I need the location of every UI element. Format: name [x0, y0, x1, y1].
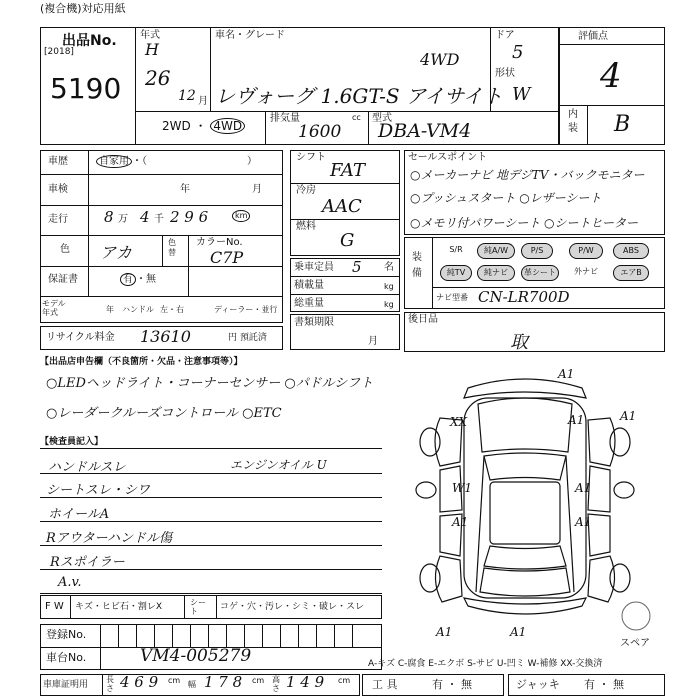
spare-label: スペア [620, 638, 650, 649]
car-body-outline [464, 398, 586, 598]
length-value: 4 6 9 [120, 673, 159, 691]
defect-seat-items: コゲ・穴・汚レ・シミ・破レ・スレ [220, 602, 365, 612]
rear-item-label: 後日品 [408, 314, 438, 325]
ac-label: 冷房 [296, 185, 316, 196]
equipment-item: S/R [449, 245, 463, 254]
interior-score: B [614, 112, 631, 137]
inspector-line: ホイールA [48, 507, 110, 522]
equipment-item: 純ナビ [477, 265, 515, 281]
color-code-value: C7P [210, 248, 244, 267]
sales-point-line: ○メモリ付パワーシート ○シートヒーター [410, 216, 639, 230]
drive-note: 4WD [420, 50, 460, 69]
rear-item-box [404, 312, 665, 352]
ac-value: AAC [322, 196, 362, 217]
car-wheel [610, 428, 630, 456]
inspector-line: シートスレ・シワ [46, 483, 150, 498]
color-change-label: 色替 [168, 238, 176, 257]
car-roof [490, 482, 560, 544]
inspector-line: A.v. [58, 575, 82, 590]
defect-seat-label: シート [190, 598, 206, 616]
weight-label: 総重量 [294, 298, 324, 309]
year-label: 年式 [140, 30, 160, 41]
inspector-line: ハンドルスレ [48, 460, 126, 475]
damage-mark: A1 [452, 515, 469, 529]
diagram-legend: A-キズ C-腐食 E-エクボ S-サビ U-凹ミ W-補修 XX-交換済 [368, 659, 603, 669]
height-value: 1 4 9 [286, 673, 325, 691]
mileage-label: 走行 [48, 214, 68, 225]
exhibit-number: 5190 [50, 72, 122, 105]
length-unit: cm [168, 676, 181, 685]
width-label: 幅 [188, 680, 196, 689]
recycle-amount: 13610 [140, 327, 191, 346]
color-label: 色 [60, 244, 70, 255]
inspector-line: Rアウターハンドル傷 [46, 531, 173, 546]
registration-month: 月 [368, 336, 378, 347]
exhibit-label: 出品No. [62, 33, 117, 49]
grade-score: 4 [600, 56, 622, 96]
shape-label: 形状 [495, 68, 515, 79]
shape-value: W [512, 84, 531, 105]
mileage-km: km [232, 210, 250, 222]
history-value: 自家用 ・（ ） [96, 156, 257, 168]
warranty-label: 保証書 [48, 274, 78, 285]
model-value: DBA-VM4 [378, 120, 472, 142]
tools-options: 有 ・ 無 [432, 678, 472, 691]
interior-label: 内装 [568, 109, 578, 134]
door-label: ドア [495, 30, 515, 41]
height-label: 高さ [272, 675, 280, 693]
chassis-label: 車台No. [46, 651, 87, 664]
car-trunk [480, 568, 570, 596]
car-wheel [610, 564, 630, 592]
capacity-value: 5 [352, 258, 362, 276]
displacement-label: 排気量 [270, 113, 300, 124]
height-unit: cm [338, 676, 351, 685]
defect-fw: F W [45, 601, 64, 612]
navi-model-value: CN-LR700D [478, 288, 570, 306]
model-label: 型式 [372, 113, 392, 124]
mileage-unit-sen: 千 [154, 214, 164, 225]
damage-mark: A1 [575, 515, 592, 529]
equipment-item: 純A/W [477, 243, 515, 259]
warranty-options: 有 ・無 [120, 274, 156, 286]
capacity-unit: 名 [384, 262, 394, 273]
month-unit: 月 [198, 96, 208, 107]
damage-mark: A1 [558, 367, 575, 381]
width-value: 1 7 8 [204, 673, 243, 691]
notes-label: 【出品店申告欄（不良箇所・欠品・注意事項等）】 [40, 357, 243, 367]
mileage-value-3: 2 9 6 [170, 208, 209, 226]
equipment-item: P/S [521, 243, 553, 259]
car-front-bumper [464, 379, 586, 398]
year-stamp: [2018] [44, 47, 74, 57]
sales-point-line: ○プッシュスタート ○レザーシート [410, 191, 602, 205]
inspection-year-unit: 年 [180, 184, 190, 195]
damage-mark: A1 [620, 409, 637, 423]
car-diagram [400, 360, 650, 640]
dealer-label: ディーラー・並行 [214, 305, 278, 314]
fuel-label: 燃料 [296, 221, 316, 232]
damage-mark: A1 [575, 481, 592, 495]
car-right-front-fender [588, 418, 615, 466]
model-year-unit: 年 [106, 305, 114, 314]
inspector-side-note: エンジンオイル U [230, 458, 327, 472]
sales-points-label: セールスポイント [408, 152, 488, 163]
handle-label: ハンドル [122, 305, 154, 314]
grade-label: 評価点 [578, 31, 608, 42]
inspector-label: 【検査員記入】 [40, 437, 104, 447]
defect-items: キズ・ヒビ石・割レX [75, 602, 162, 612]
year-value: 26 [145, 66, 171, 90]
era-value: H [145, 40, 159, 59]
history-label: 車歴 [48, 156, 68, 167]
load-unit: kg [384, 282, 394, 291]
equipment-item: ABS [613, 243, 649, 259]
shift-label: シフト [296, 152, 326, 163]
equipment-item: P/W [569, 243, 603, 259]
name-label: 車名・グレード [215, 30, 285, 41]
car-wheel [420, 564, 440, 592]
damage-mark: W1 [452, 481, 472, 495]
equipment-item: 革シート [521, 265, 559, 281]
car-hood [478, 398, 572, 452]
shift-value: FAT [330, 160, 365, 181]
color-value: アカ [100, 243, 132, 262]
vehicle-name: レヴォーグ 1.6GT-S アイサイト [215, 84, 503, 108]
registration-label: 書類期限 [294, 317, 334, 328]
certificate-label: 車庫証明用 [43, 680, 89, 690]
cc-unit: cc [352, 113, 361, 122]
weight-unit: kg [384, 300, 394, 309]
jack-options: 有 ・ 無 [584, 678, 624, 691]
top-note: (複合機)対応用紙 [40, 2, 126, 15]
inspection-month-unit: 月 [252, 184, 262, 195]
handle-options: 左・右 [160, 305, 184, 314]
car-windshield [484, 453, 566, 480]
damage-mark: A1 [510, 625, 527, 639]
recycle-label: リサイクル料金 [46, 332, 115, 343]
month-value: 12 [178, 88, 196, 104]
car-rear-window [484, 546, 566, 569]
jack-label: ジャッキ [516, 678, 560, 691]
model-year-label: モデル年式 [42, 299, 66, 317]
chassis-value: VM4-005279 [140, 646, 252, 666]
damage-mark: XX [450, 415, 468, 429]
length-label: 長さ [106, 675, 114, 693]
load-label: 積載量 [294, 280, 324, 291]
equipment-item: 外ナビ [574, 267, 598, 276]
damage-mark: A1 [568, 413, 585, 427]
note-line: ○レーダークルーズコントロール ○ETC [46, 406, 282, 421]
capacity-label: 乗車定員 [294, 262, 334, 273]
damage-mark: A1 [436, 625, 453, 639]
car-wheel [420, 428, 440, 456]
mileage-unit-man: 万 [118, 214, 128, 225]
car-mirror [614, 482, 634, 498]
sales-point-line: ○メーカーナビ 地デジTV・バックモニター [410, 168, 645, 182]
drive-type: 2WD ・ 4WD [162, 120, 245, 132]
door-value: 5 [512, 42, 524, 63]
width-unit: cm [252, 676, 265, 685]
fuel-value: G [340, 230, 355, 251]
recycle-unit: 円 預託済 [228, 333, 267, 343]
rear-item-value: 取 [510, 332, 528, 353]
reg-no-label: 登録No. [46, 628, 87, 641]
equipment-label: 装備 [412, 252, 422, 279]
equipment-item: エアB [613, 265, 649, 281]
displacement-value: 1600 [298, 122, 342, 142]
drive-4wd-circled: 4WD [210, 118, 245, 134]
inspector-line: Rスポイラー [50, 555, 125, 570]
tools-label: 工 具 [372, 678, 398, 691]
color-code-label: カラーNo. [196, 237, 243, 248]
navi-model-label: ナビ型番 [436, 293, 468, 302]
note-line: ○LEDヘッドライト・コーナーセンサー ○パドルシフト [46, 376, 374, 391]
spare-tire-icon [616, 600, 656, 636]
car-mirror [416, 482, 436, 498]
car-rear-bumper [464, 598, 586, 614]
equipment-item: 純TV [440, 265, 472, 281]
mileage-value-1: 8 [104, 208, 114, 226]
mileage-value-2: 4 [140, 208, 150, 226]
inspection-label: 車検 [48, 184, 68, 195]
